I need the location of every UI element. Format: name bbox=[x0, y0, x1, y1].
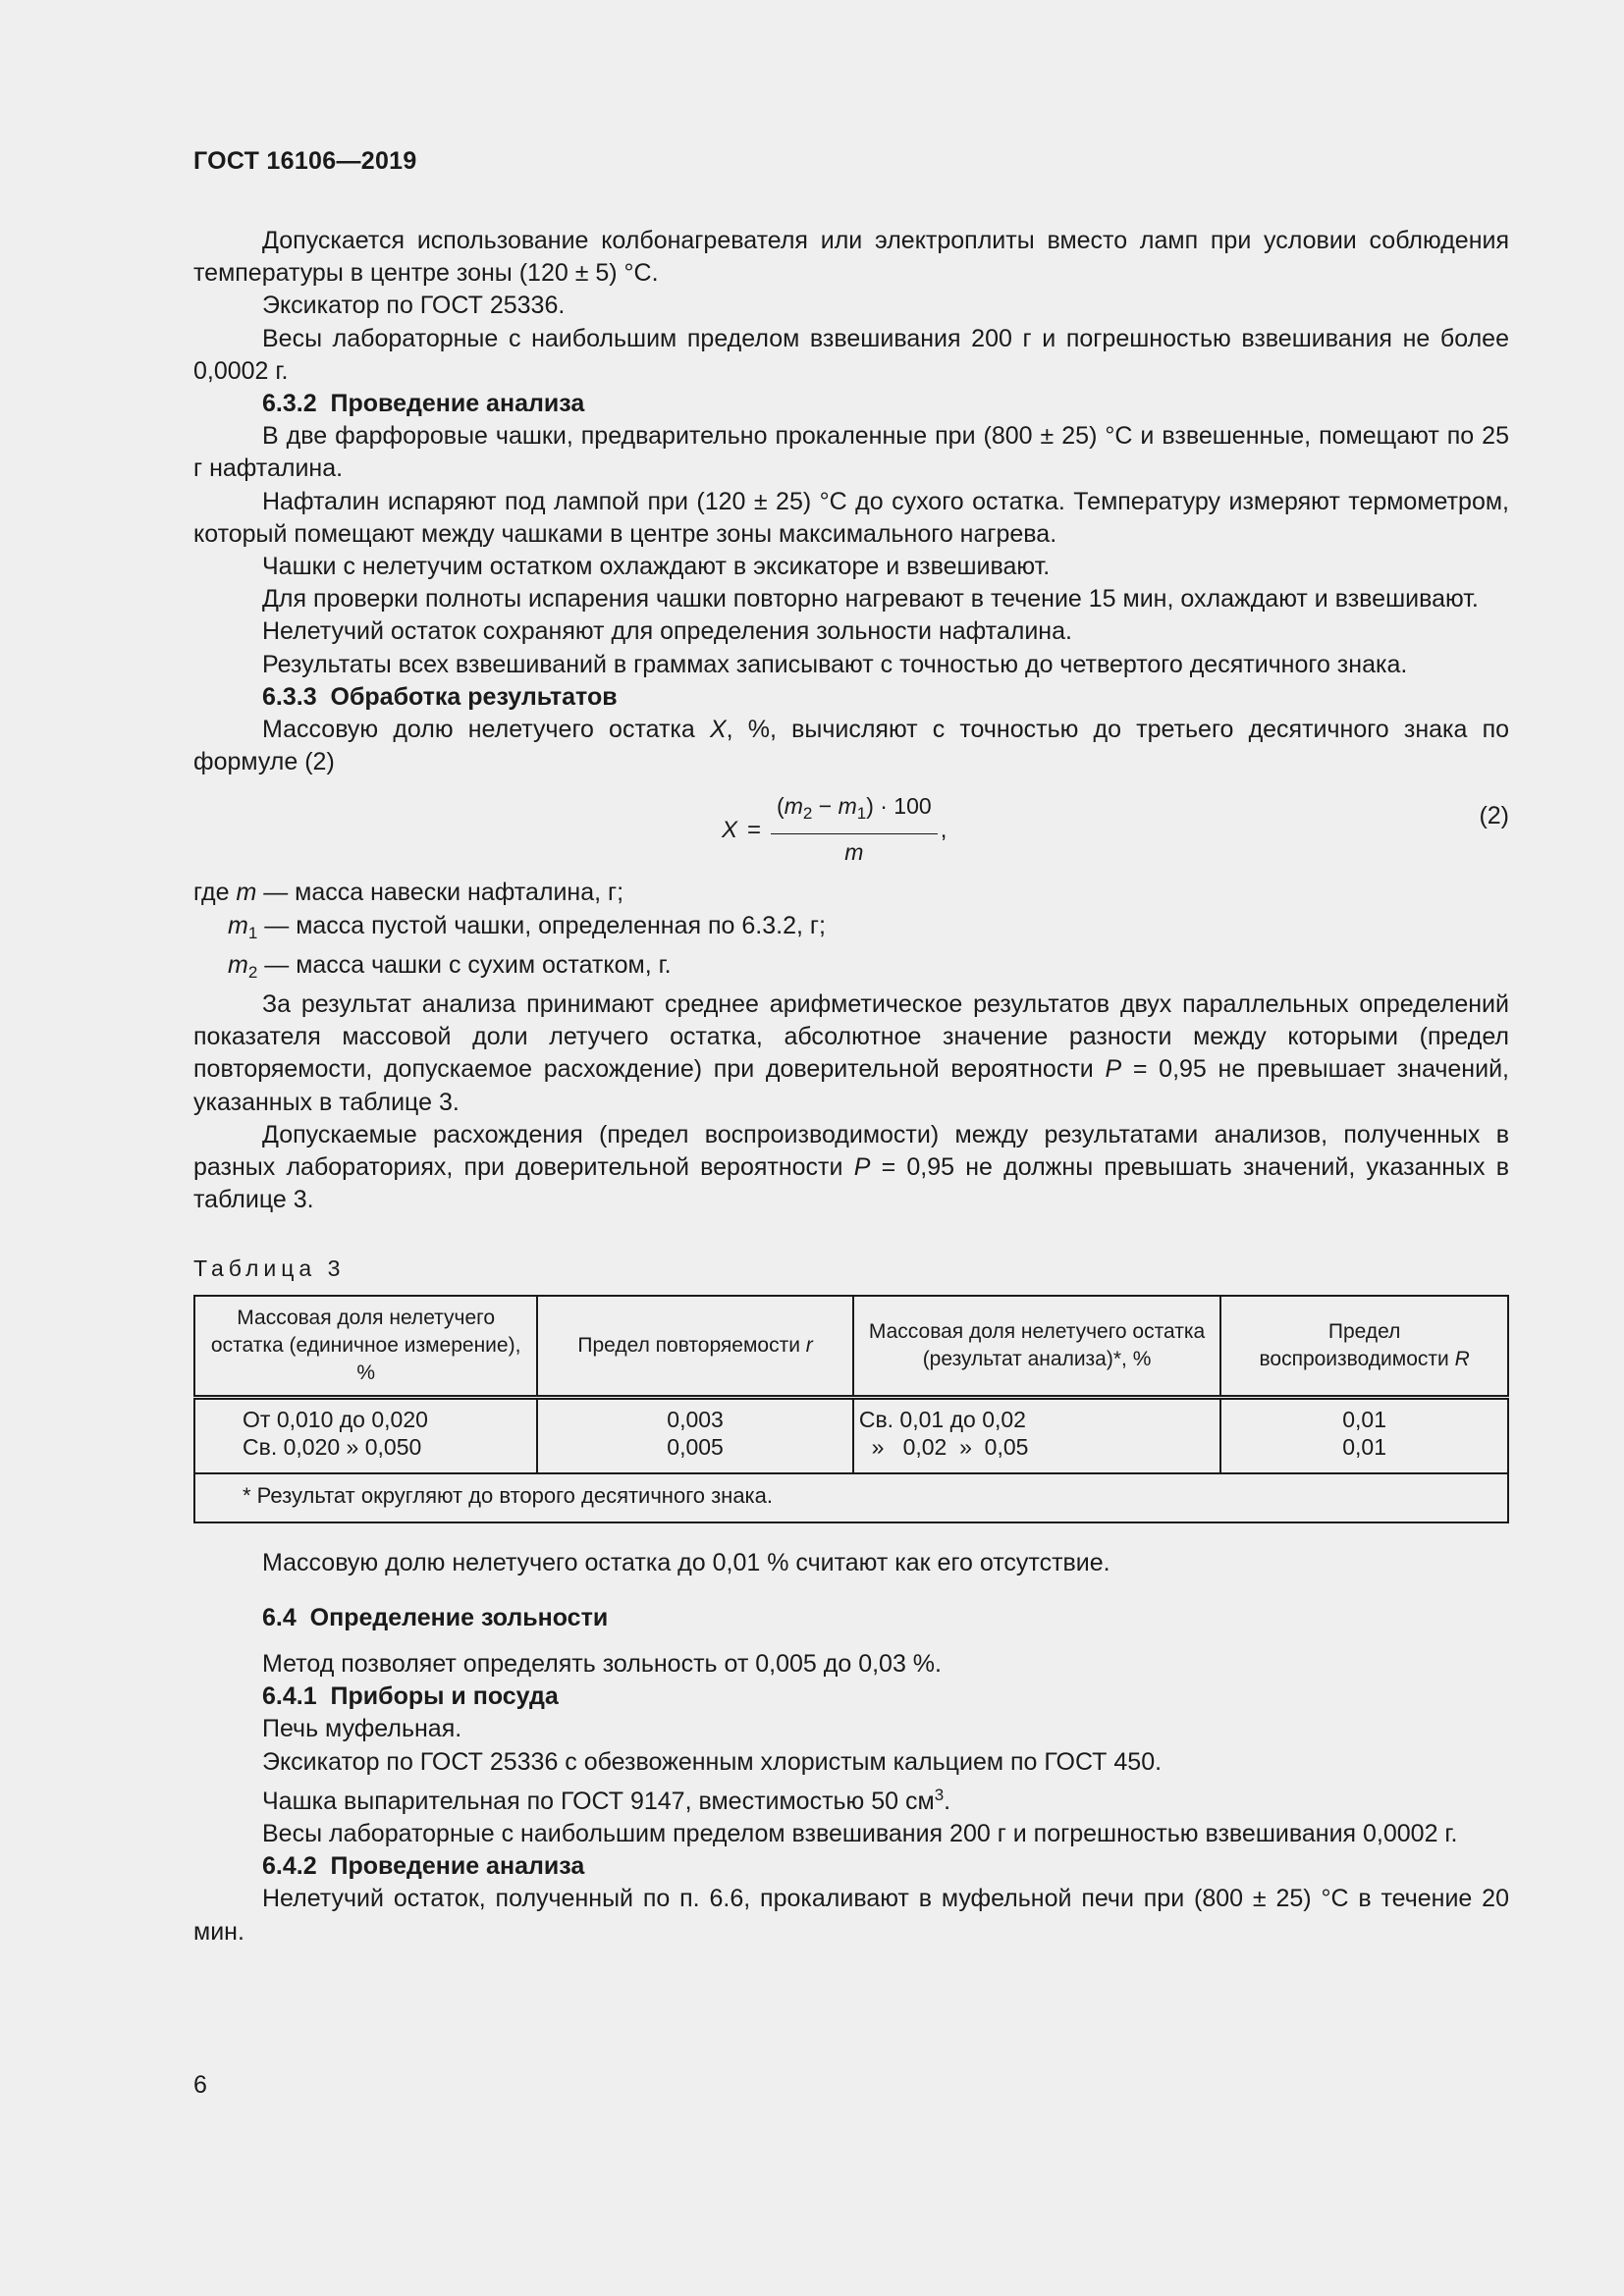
column-header: Массовая доля нелетучего остатка (единичное измерение), % bbox=[194, 1296, 537, 1398]
paragraph: Весы лабораторные с наибольшим пределом взвешивания 200 г и погрешностью взвешивания 0,0002 г. bbox=[262, 1819, 1458, 1847]
table-cell bbox=[194, 1398, 537, 1474]
section-number: 6.4 bbox=[262, 1603, 297, 1631]
table-cell bbox=[1220, 1398, 1508, 1474]
variable: X bbox=[709, 716, 727, 744]
definition-m bbox=[193, 877, 1509, 909]
paragraph: Нелетучий остаток, полученный по п. 6.6, прокаливают в муфельной печи при (800 ± 25) °С в течение 20 мин. bbox=[193, 1885, 1509, 1946]
paragraph: Массовую долю нелетучего остатка до 0,01 % считают как его отсутствие. bbox=[262, 1549, 1110, 1577]
cell-line: 0,01 bbox=[1342, 1434, 1386, 1461]
denominator: m bbox=[844, 838, 864, 865]
variable: m bbox=[838, 793, 857, 820]
column-header bbox=[1220, 1296, 1508, 1398]
variable: Р bbox=[1105, 1055, 1122, 1084]
section-number: 6.3.3 bbox=[262, 682, 317, 711]
section-heading-6-3-2 bbox=[193, 388, 1509, 420]
text-run: — масса пустой чашки, определенная по 6.3.2, г; bbox=[257, 911, 826, 939]
column-header bbox=[537, 1296, 853, 1398]
paragraph: Эксикатор по ГОСТ 25336 с обезвоженным хлористым кальцием по ГОСТ 450. bbox=[262, 1747, 1163, 1776]
text-run: = 0,95 не должны превышать значений, указанных в таблице 3. bbox=[193, 1153, 1509, 1214]
table-caption: Таблица 3 bbox=[193, 1255, 346, 1282]
text-run: — масса чашки с сухим остатком, г. bbox=[257, 950, 672, 979]
paren-times-100: ) · 100 bbox=[866, 793, 932, 820]
paragraph: Метод позволяет определять зольность от 0,005 до 0,03 %. bbox=[262, 1649, 942, 1678]
variable: R bbox=[1454, 1348, 1470, 1371]
section-number: 6.4.1 bbox=[262, 1682, 317, 1711]
table-footnote-row bbox=[194, 1473, 1508, 1522]
variable: m bbox=[228, 950, 248, 979]
paragraph: Эксикатор по ГОСТ 25336. bbox=[262, 292, 566, 320]
table-cell bbox=[853, 1398, 1220, 1474]
subscript: 2 bbox=[802, 804, 813, 824]
minus-sign: − bbox=[812, 793, 839, 820]
paragraph bbox=[193, 1119, 1509, 1217]
section-title: Приборы и посуда bbox=[330, 1682, 559, 1711]
subscript: 1 bbox=[247, 923, 258, 942]
table-3 bbox=[193, 1295, 1509, 1523]
text-run: — масса навески нафталина, г; bbox=[256, 879, 624, 907]
cell-line: » 0,02 » 0,05 bbox=[858, 1434, 1029, 1461]
paragraph: Чашки с нелетучим остатком охлаждают в эксикаторе и взвешивают. bbox=[262, 553, 1051, 581]
text-run: За результат анализа принимают среднее арифметическое результатов двух параллельных определений показателя массовой доли летучего остатка, абсолютное значение разности между которыми (предел повторяемости, допускаемое расхождение) при доверительной вероятности bbox=[193, 990, 1509, 1084]
paragraph: Результаты всех взвешиваний в граммах записывают с точностью до четвертого десятичного знака. bbox=[262, 650, 1408, 678]
section-heading-6-4-2 bbox=[193, 1850, 1509, 1883]
equals-sign: = bbox=[747, 816, 762, 843]
variable: r bbox=[805, 1334, 813, 1358]
section-title: Проведение анализа bbox=[330, 390, 585, 418]
paragraph bbox=[193, 714, 1509, 778]
text-run: , %, вычисляют с точностью до третьего десятичного знака по формуле (2) bbox=[193, 716, 1510, 776]
cell-line: Св. 0,01 до 0,02 bbox=[858, 1407, 1026, 1433]
variable: Р bbox=[853, 1153, 871, 1182]
definition-m1 bbox=[193, 910, 1509, 949]
paragraph bbox=[193, 988, 1509, 1119]
subscript: 1 bbox=[856, 804, 867, 824]
paragraph: Нелетучий остаток сохраняют для определения зольности нафталина. bbox=[262, 617, 1072, 646]
paragraph: Нафталин испаряют под лампой при (120 ± 25) °С до сухого остатка. Температуру измеряют термометром, который помещают между чашками в центре зоны максимального нагрева. bbox=[193, 487, 1509, 548]
variable: m bbox=[236, 879, 257, 907]
column-header: Массовая доля нелетучего остатка (результат анализа)*, % bbox=[853, 1296, 1220, 1398]
section-heading-6-3-3 bbox=[193, 681, 1509, 714]
page-number: 6 bbox=[193, 2071, 207, 2099]
table-cell bbox=[537, 1398, 853, 1474]
formula-comma: , bbox=[940, 816, 947, 843]
fraction bbox=[771, 790, 938, 868]
superscript: 3 bbox=[934, 1785, 945, 1804]
cell-line: 0,005 bbox=[667, 1434, 724, 1461]
document-header: ГОСТ 16106—2019 bbox=[193, 147, 417, 175]
paragraph: Для проверки полноты испарения чашки повторно нагревают в течение 15 мин, охлаждают и взвешивают. bbox=[262, 585, 1479, 614]
text-run: Допускаемые расхождения (предел воспроизводимости) между результатами анализов, полученных в разных лабораториях, при доверительной вероятности bbox=[193, 1120, 1509, 1182]
text-run: Чашка выпарительная по ГОСТ 9147, вместимостью 50 см bbox=[262, 1787, 935, 1815]
text-run: . bbox=[944, 1787, 951, 1815]
variable-definitions bbox=[193, 877, 1509, 988]
formula bbox=[722, 790, 947, 868]
definition-m2 bbox=[193, 949, 1509, 988]
table-footnote: * Результат округляют до второго десятичного знака. bbox=[194, 1473, 1508, 1522]
cell-line: Св. 0,020 » 0,050 bbox=[243, 1434, 422, 1461]
text-run: где bbox=[193, 879, 237, 907]
formula-block bbox=[193, 778, 1509, 877]
section-heading-6-4 bbox=[193, 1602, 1509, 1634]
cell-line: От 0,010 до 0,020 bbox=[243, 1407, 428, 1433]
section-title: Проведение анализа bbox=[330, 1852, 585, 1881]
formula-lhs: X bbox=[722, 816, 738, 843]
section-heading-6-4-1 bbox=[193, 1681, 1509, 1713]
cell-line: 0,003 bbox=[667, 1407, 724, 1433]
text-run: = 0,95 не превышает значений, указанных в таблице 3. bbox=[193, 1055, 1509, 1116]
paragraph: Допускается использование колбонагревателя или электроплиты вместо ламп при условии соблюдения температуры в центре зоны (120 ± 5) °С. bbox=[193, 227, 1509, 288]
section-number: 6.4.2 bbox=[262, 1852, 317, 1881]
variable: m bbox=[228, 911, 248, 939]
section-number: 6.3.2 bbox=[262, 390, 317, 418]
formula-number: (2) bbox=[1479, 802, 1509, 830]
section-title: Определение зольности bbox=[309, 1603, 609, 1631]
body-text bbox=[193, 225, 1509, 1949]
paragraph bbox=[193, 1779, 1509, 1818]
header-text: Предел воспроизводимости bbox=[1259, 1320, 1455, 1371]
paren: ( bbox=[777, 793, 785, 820]
variable: m bbox=[784, 793, 803, 820]
paragraph: Весы лабораторные с наибольшим пределом взвешивания 200 г и погрешностью взвешивания не более 0,0002 г. bbox=[193, 324, 1509, 385]
text-run: Массовую долю нелетучего остатка bbox=[262, 716, 710, 744]
table-row bbox=[194, 1398, 1508, 1474]
header-text: Предел повторяемости bbox=[577, 1334, 806, 1358]
subscript: 2 bbox=[247, 962, 258, 982]
paragraph: Печь муфельная. bbox=[262, 1715, 462, 1743]
paragraph: В две фарфоровые чашки, предварительно прокаленные при (800 ± 25) °С и взвешенные, помещают по 25 г нафталина. bbox=[193, 422, 1509, 483]
section-title: Обработка результатов bbox=[330, 682, 618, 711]
numerator bbox=[771, 790, 938, 833]
cell-line: 0,01 bbox=[1342, 1407, 1386, 1433]
